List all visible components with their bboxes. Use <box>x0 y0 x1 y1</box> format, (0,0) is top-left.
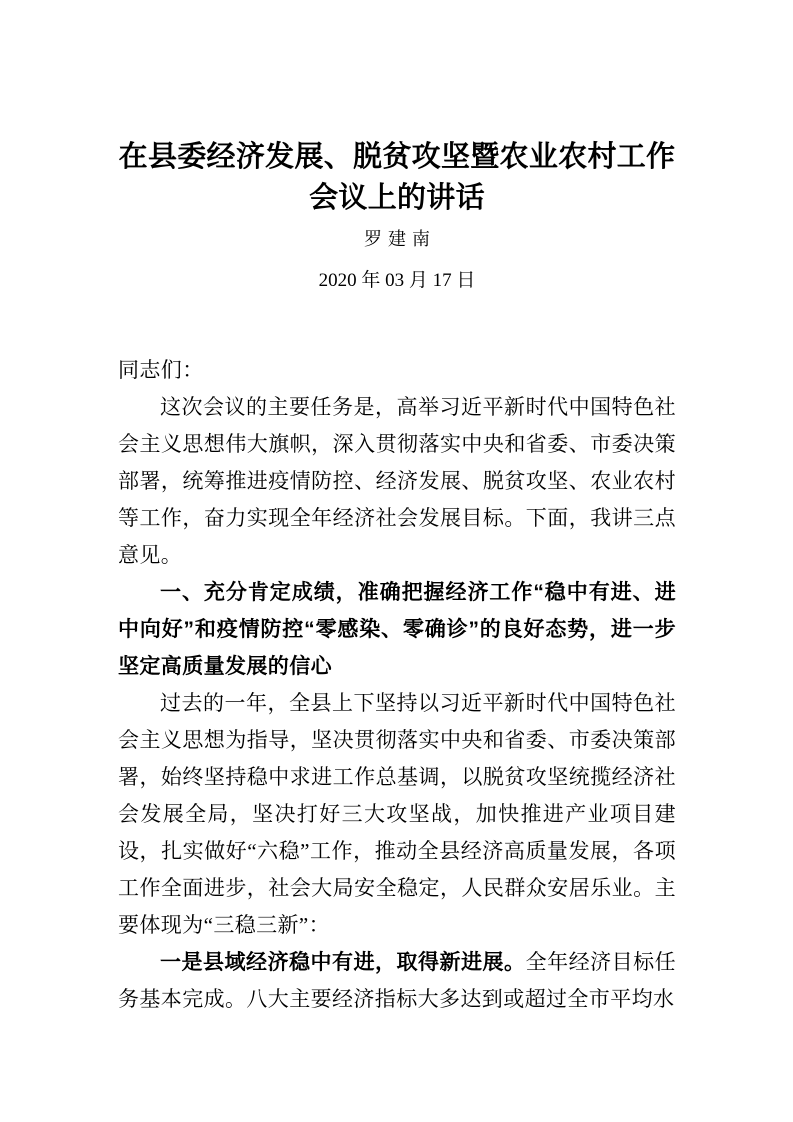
paragraph-3 <box>118 944 676 1018</box>
document-date: 2020 年 03 月 17 日 <box>318 270 476 291</box>
paragraph-1: 这次会议的主要任务是，高举习近平新时代中国特色社会主义思想伟大旗帜，深入贯彻落实中央和省委、市委决策部署，统筹推进疫情防控、经济发展、脱贫攻坚、农业农村等工作，奋力实现全年经济社会发展目标。下面，我讲三点意见。 <box>118 395 676 567</box>
salutation: 同志们： <box>118 358 204 382</box>
document-author: 罗建南 <box>364 229 436 249</box>
paragraph-3-bold-lead: 一是县域经济稳中有进，取得新进展。 <box>160 950 526 974</box>
document-title: 在县委经济发展、脱贫攻坚暨农业农村工作会议上的讲话 <box>118 141 676 214</box>
document-body <box>118 352 676 1018</box>
section-heading-1: 一、充分肯定成绩，准确把握经济工作“稳中有进、进中向好”和疫情防控“零感染、零确诊”的良好态势，进一步坚定高质量发展的信心 <box>118 581 676 678</box>
paragraph-3-rest: 全年经济目标任务基本完成。八大主要经济指标大多达到或超过全市平均水 <box>118 950 676 1011</box>
paragraph-2: 过去的一年，全县上下坚持以习近平新时代中国特色社会主义思想为指导，坚决贯彻落实中央和省委、市委决策部署，始终坚持稳中求进工作总基调，以脱贫攻坚统揽经济社会发展全局，坚决打好三大攻坚战，加快推进产业项目建设，扎实做好“六稳”工作，推动全县经济高质量发展，各项工作全面进步，社会大局安全稳定，人民群众安居乐业。主要体现为“三稳三新”： <box>118 691 676 937</box>
